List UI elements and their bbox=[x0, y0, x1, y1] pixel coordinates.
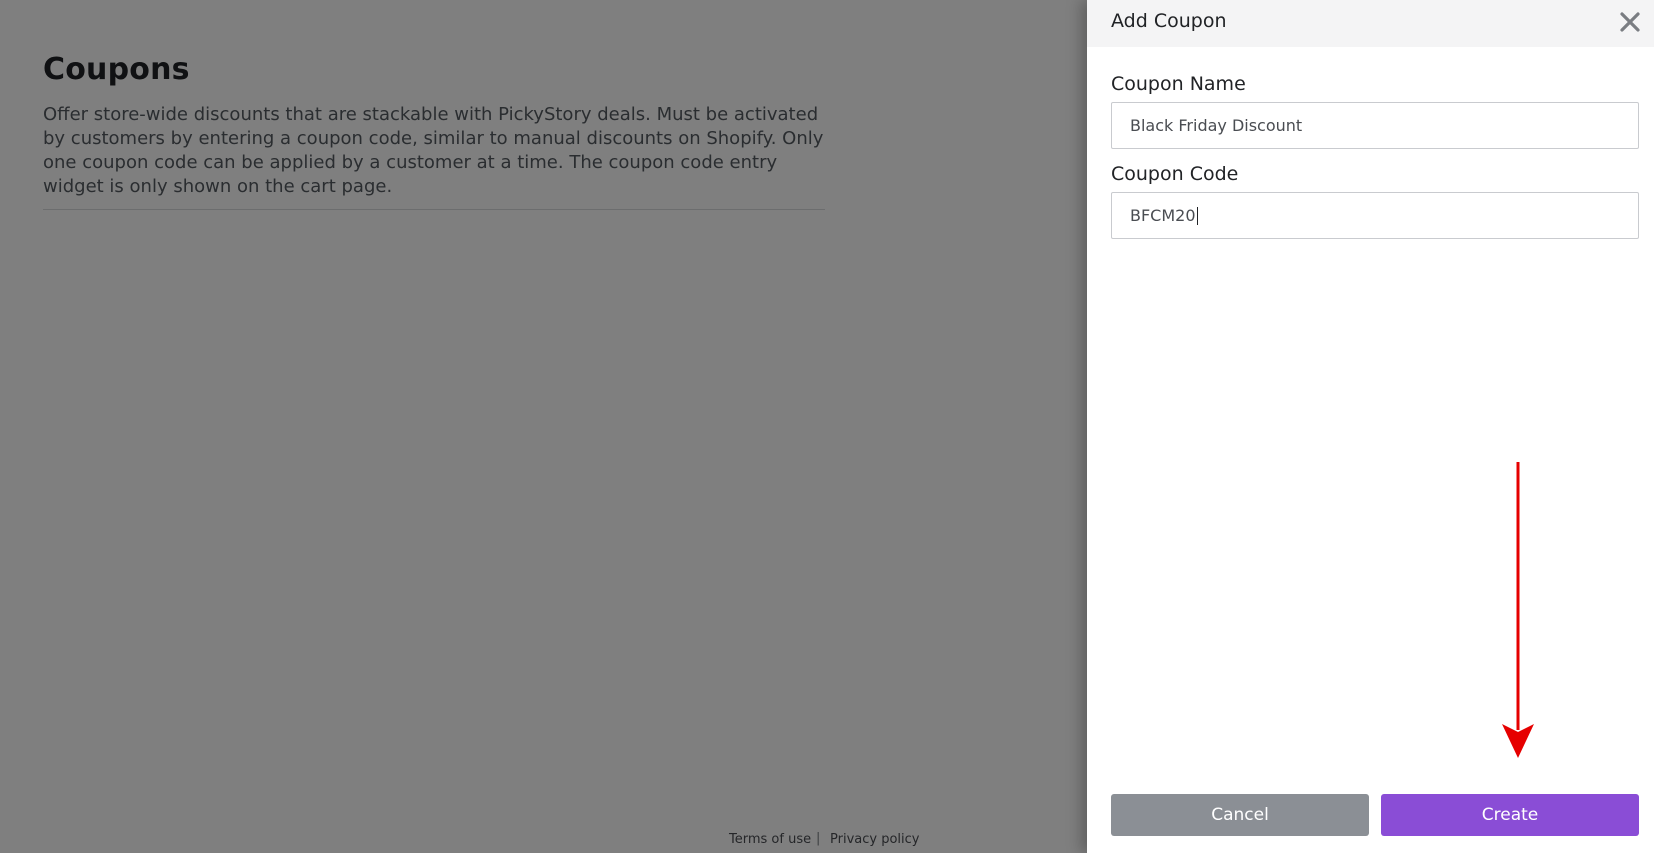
cancel-button[interactable]: Cancel bbox=[1111, 794, 1369, 836]
text-cursor bbox=[1197, 207, 1198, 225]
drawer-title: Add Coupon bbox=[1111, 10, 1227, 32]
close-button[interactable] bbox=[1616, 8, 1644, 36]
close-icon bbox=[1616, 8, 1644, 36]
coupon-code-label: Coupon Code bbox=[1111, 163, 1239, 185]
create-button[interactable]: Create bbox=[1381, 794, 1639, 836]
add-coupon-drawer bbox=[1087, 0, 1654, 853]
coupon-name-label: Coupon Name bbox=[1111, 73, 1246, 95]
drawer-header bbox=[1087, 0, 1654, 47]
coupon-code-input[interactable] bbox=[1111, 192, 1639, 239]
coupon-name-input[interactable] bbox=[1111, 102, 1639, 149]
